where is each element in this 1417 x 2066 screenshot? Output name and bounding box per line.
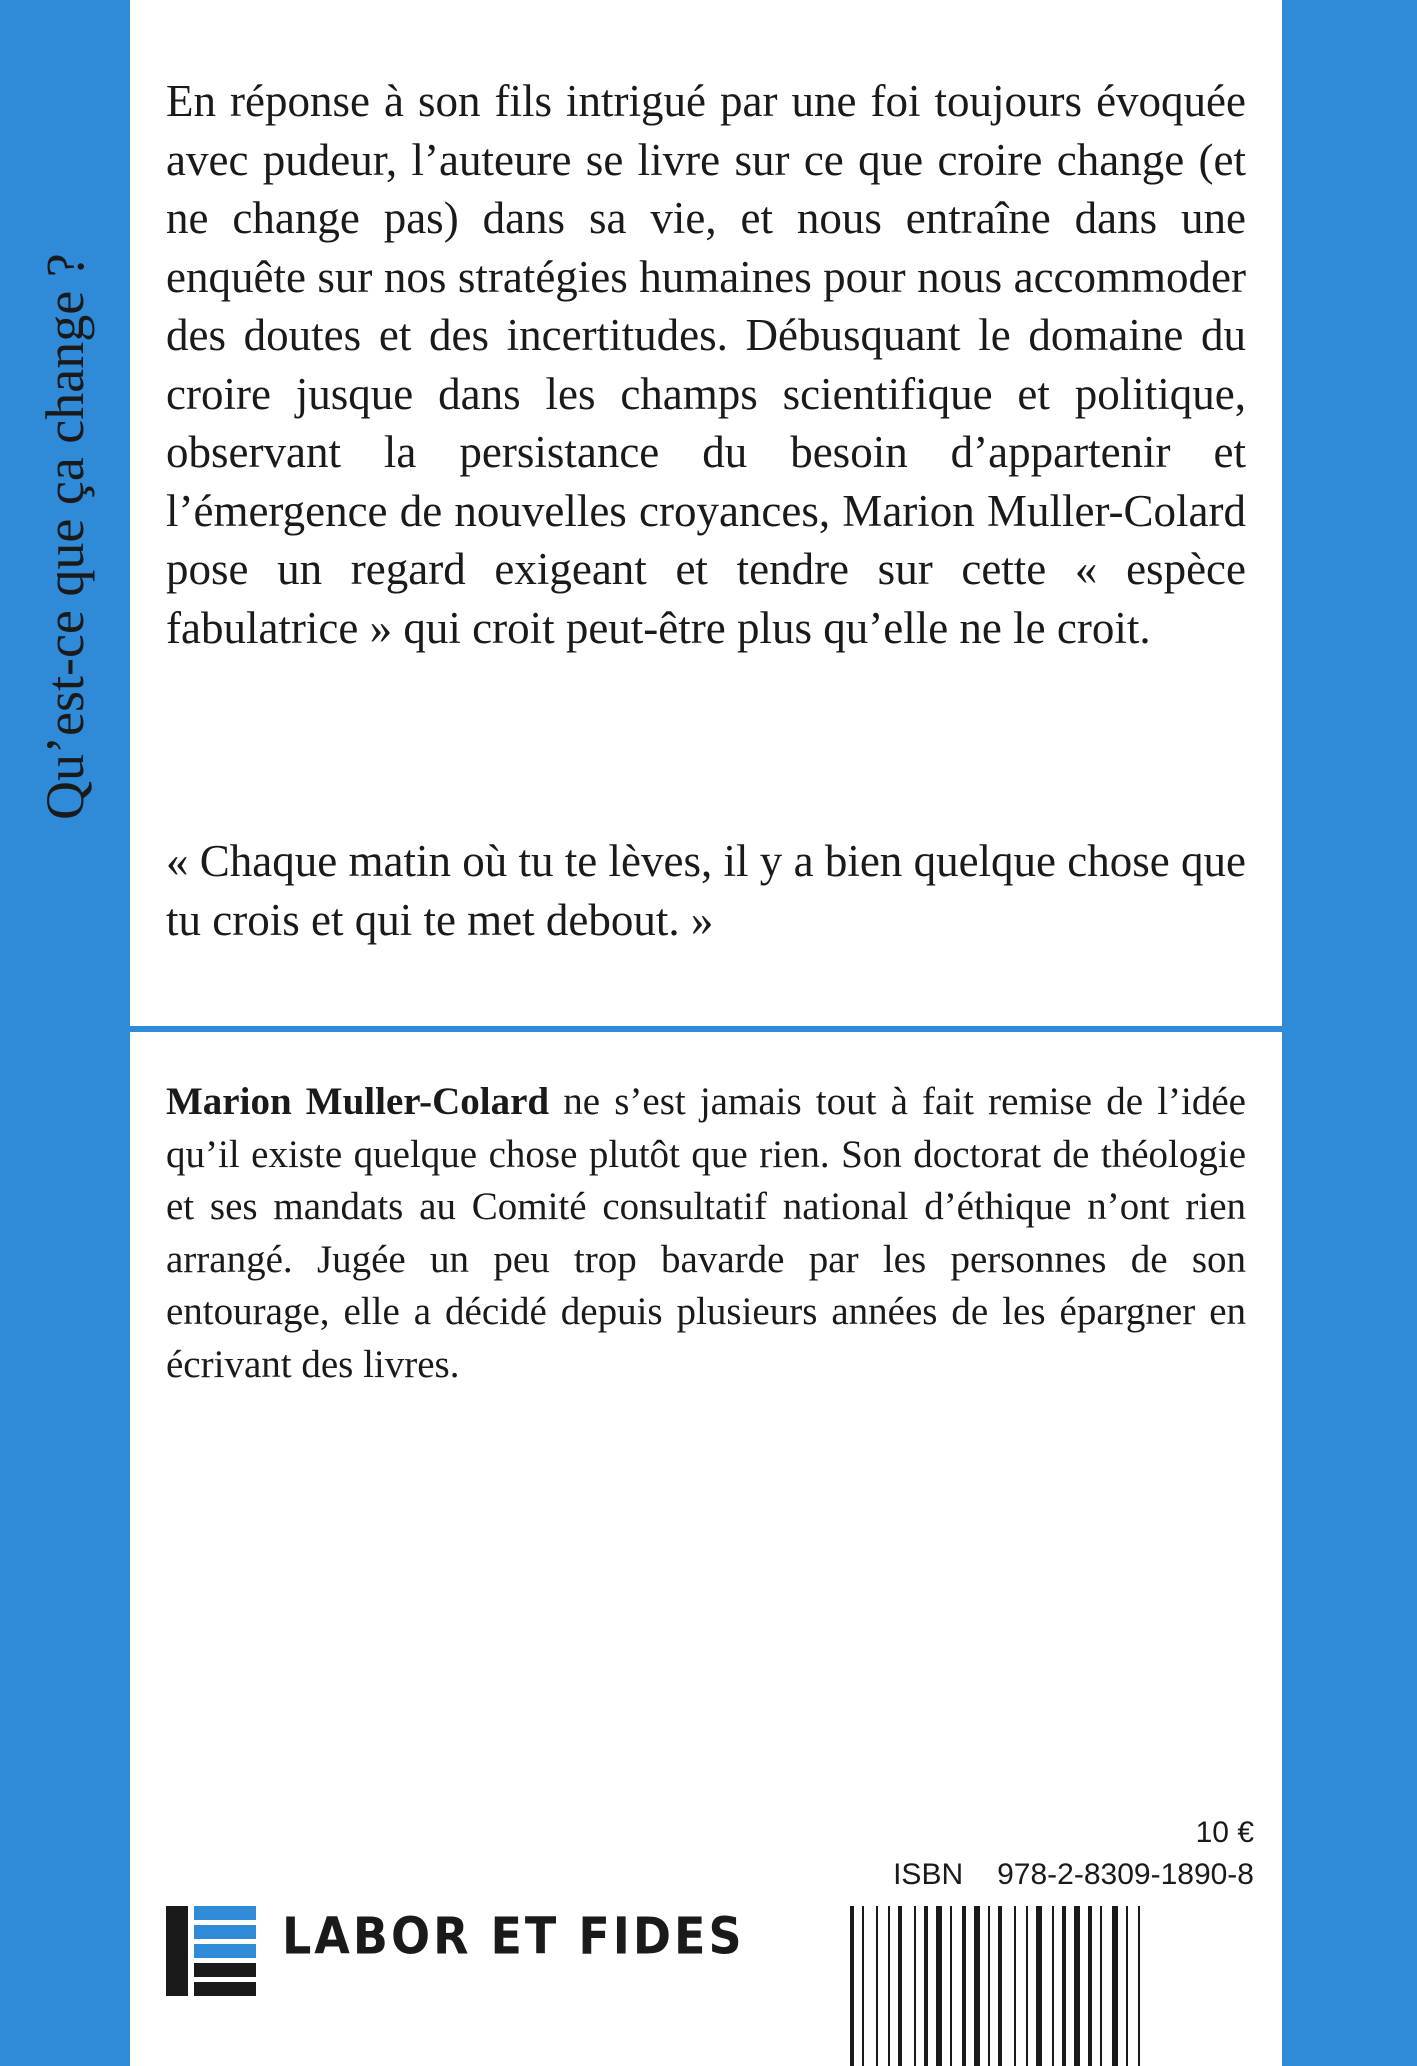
author-name: Marion Muller-Colard [166, 1080, 550, 1123]
isbn-label: ISBN [893, 1858, 964, 1891]
isbn-line [893, 1858, 1254, 1892]
price-label: 10 € [1195, 1816, 1254, 1849]
isbn-number: 978-2-8309-1890-8 [997, 1858, 1254, 1891]
section-divider [130, 1026, 1282, 1032]
labor-et-fides-logo-icon [166, 1906, 256, 1996]
barcode-icon [850, 1906, 1260, 2066]
book-summary: En réponse à son fils intrigué par une foi toujours évoquée avec pudeur, l’auteure se livre sur ce que croire change (et ne change pas) dans sa vie, et nous entraîne dans une enquête sur nos stratégies humaines pour nous accommoder des doutes et des incertitudes. Débusquant le domaine du croire jusque dans les champs scientifique et politique, observant la persistance du besoin d’appartenir et l’émergence de nouvelles croyances, Marion Muller-Colard pose un regard exigeant et tendre sur cette « espèce fabulatrice » qui croit peut-être plus qu’elle ne le croit. [166, 76, 1246, 653]
right-edge-band [1282, 0, 1417, 2066]
spine-title: Qu’est-ce que ça change ? [35, 253, 95, 820]
spine-band [0, 0, 130, 2066]
back-cover-panel [130, 0, 1282, 2066]
publisher-name: LABOR ET FIDES [282, 1906, 745, 1966]
book-quote: « Chaque matin où tu te lèves, il y a bien quelque chose que tu crois et qui te met debout. » [166, 836, 1246, 945]
author-bio-text: ne s’est jamais tout à fait remise de l’idée qu’il existe quelque chose plutôt que rien. Son doctorat de théologie et ses mandats au Comité consultatif national d’éthique n’ont rien arrangé. Jugée un peu trop bavarde par les personnes de son entourage, elle a décidé depuis plusieurs années de les épargner en écrivant des livres. [166, 1080, 1246, 1386]
author-bio [166, 1076, 1246, 1391]
